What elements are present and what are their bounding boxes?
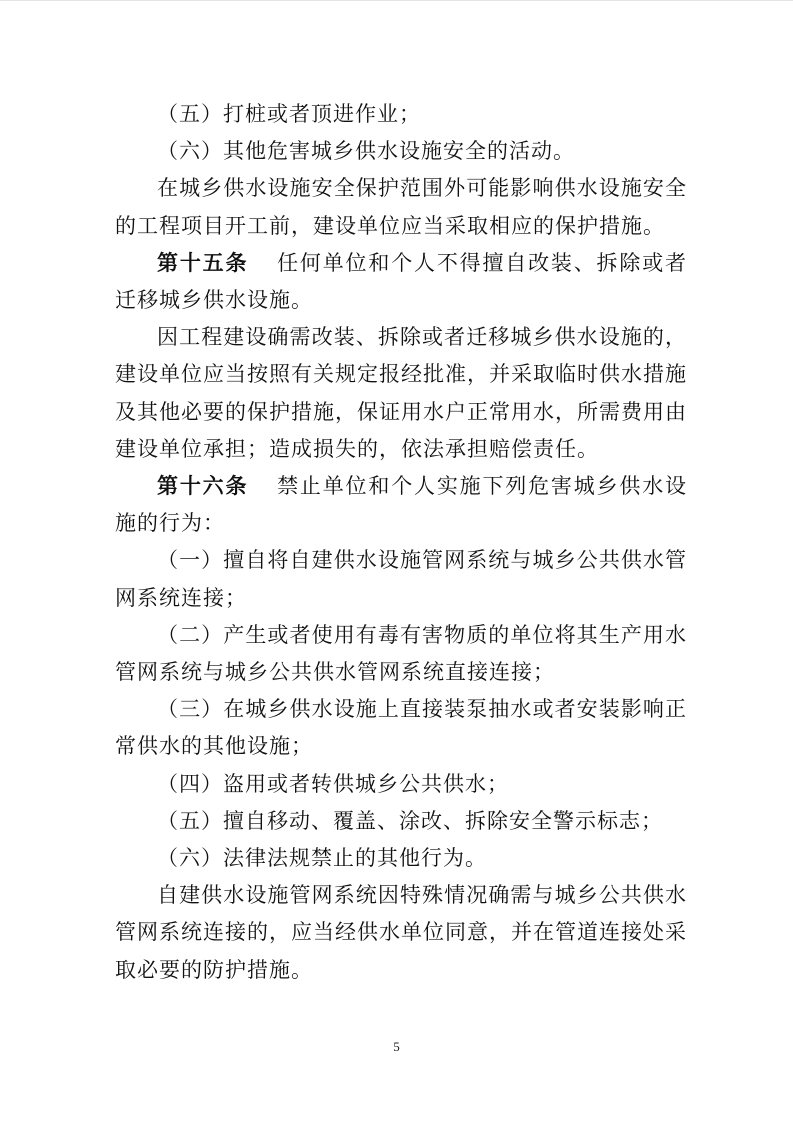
paragraph-text: （一）擅自将自建供水设施管网系统与城乡公共供水管网系统连接； <box>115 548 687 610</box>
list-item-5-piling <box>115 96 687 133</box>
document-body <box>115 96 687 989</box>
list-item-1-unauthorized-connection <box>115 542 687 616</box>
list-item-6-other-prohibited <box>115 840 687 877</box>
paragraph-text: （三）在城乡供水设施上直接装泵抽水或者安装影响正常供水的其他设施； <box>115 697 687 759</box>
paragraph-text: （四）盗用或者转供城乡公共供水； <box>157 771 509 796</box>
paragraph-special-connection <box>115 877 687 989</box>
paragraph-text: 禁止单位和个人实施下列危害城乡供水设施的行为： <box>115 474 688 536</box>
article-16-number: 第十六条 <box>157 475 249 499</box>
article-16-paragraph <box>115 468 687 542</box>
article-15-paragraph <box>115 245 687 319</box>
article-15-number: 第十五条 <box>157 251 249 275</box>
paragraph-text: （五）擅自移动、覆盖、涂改、拆除安全警示标志； <box>157 808 663 833</box>
paragraph-protection-scope <box>115 170 687 244</box>
list-item-4-water-theft <box>115 766 687 803</box>
paragraph-text: （六）法律法规禁止的其他行为。 <box>157 846 487 871</box>
paragraph-relocation-approval <box>115 319 687 468</box>
paragraph-text: 任何单位和个人不得擅自改装、拆除或者迁移城乡供水设施。 <box>115 250 688 313</box>
paragraph-text: 在城乡供水设施安全保护范围外可能影响供水设施安全的工程项目开工前，建设单位应当采取相应的保护措施。 <box>115 176 687 238</box>
paragraph-text: （二）产生或者使用有毒有害物质的单位将其生产用水管网系统与城乡公共供水管网系统直接连接； <box>115 622 687 685</box>
paragraph-text: （五）打桩或者顶进作业； <box>157 102 421 126</box>
list-item-5-warning-signs <box>115 803 687 840</box>
paragraph-text: 自建供水设施管网系统因特殊情况确需与城乡公共供水管网系统连接的，应当经供水单位同意，并在管道连接处采取必要的防护措施。 <box>115 883 687 982</box>
list-item-6-other-activities <box>115 133 687 170</box>
paragraph-text: 因工程建设确需改装、拆除或者迁移城乡供水设施的，建设单位应当按照有关规定报经批准，并采取临时供水措施及其他必要的保护措施，保证用水户正常用水，所需费用由建设单位承担；造成损失的，依法承担赔偿责任。 <box>115 325 687 461</box>
list-item-2-toxic-substances <box>115 617 687 691</box>
paragraph-text: （六）其他危害城乡供水设施安全的活动。 <box>157 139 575 164</box>
list-item-3-pump-installation <box>115 691 687 765</box>
page-number: 5 <box>393 1039 400 1054</box>
